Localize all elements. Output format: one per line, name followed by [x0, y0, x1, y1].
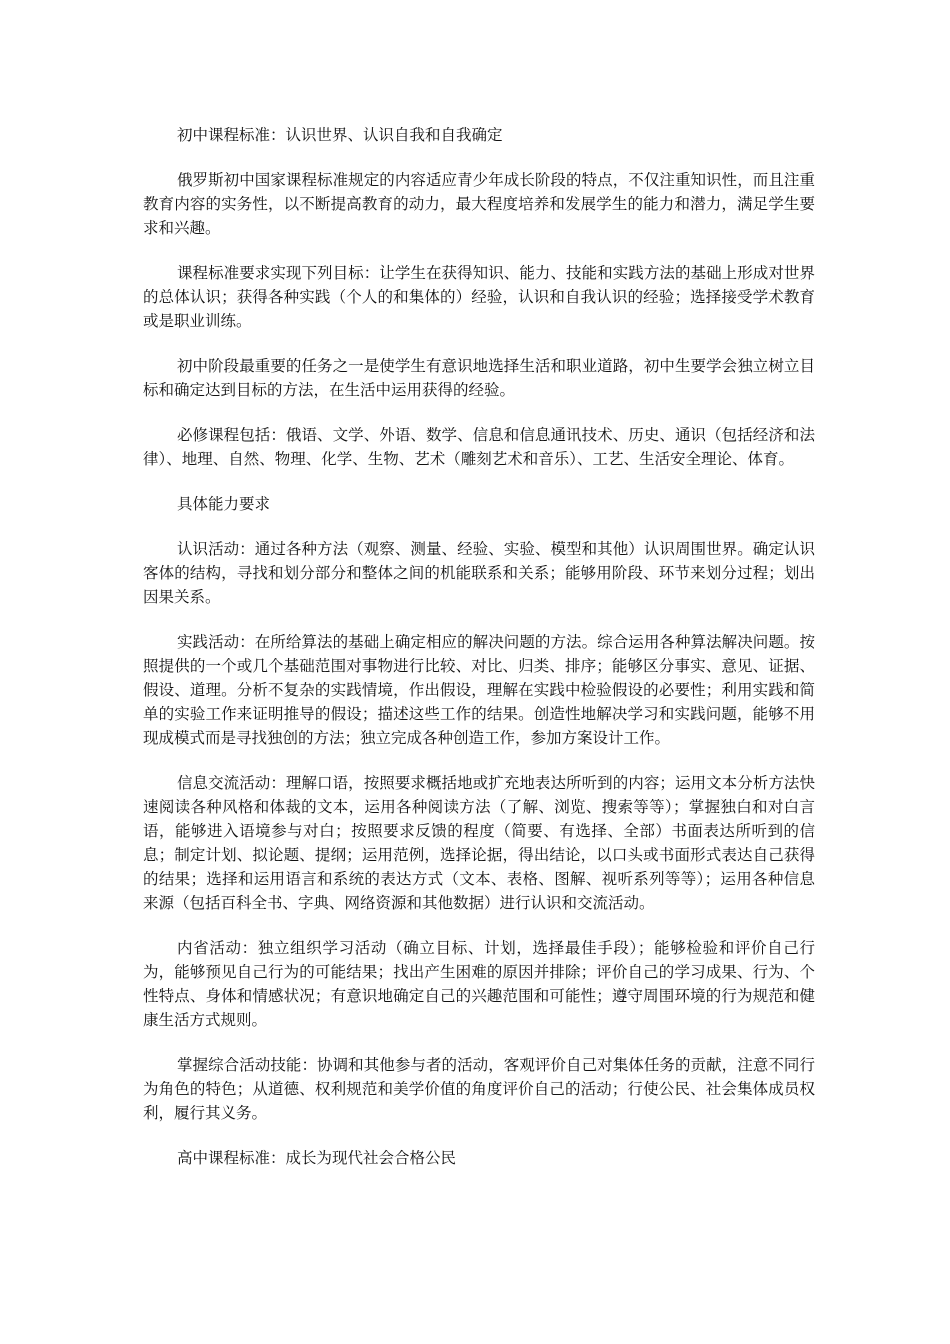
section-heading-abilities: 具体能力要求 [177, 495, 271, 513]
paragraph-intro: 俄罗斯初中国家课程标准规定的内容适应青少年成长阶段的特点，不仅注重知识性，而且注重教育内容的实务性，以不断提高教育的动力，最大程度培养和发展学生的能力和潜力，满足学生要求和兴趣。 [143, 171, 815, 237]
section-heading-junior: 初中课程标准：认识世界、认识自我和自我确定 [177, 126, 503, 144]
paragraph-reflection: 内省活动：独立组织学习活动（确立目标、计划，选择最佳手段）；能够检验和评价自己行为，能够预见自己行为的可能结果；找出产生困难的原因并排除；评价自己的学习成果、行为、个性特点、身体和情感状况；有意识地确定自己的兴趣范围和可能性；遵守周围环境的行为规范和健康生活方式规则。 [143, 939, 815, 1029]
paragraph-communication: 信息交流活动：理解口语，按照要求概括地或扩充地表达所听到的内容；运用文本分析方法快速阅读各种风格和体裁的文本，运用各种阅读方法（了解、浏览、搜索等等）；掌握独白和对白言语，能够进入语境参与对白；按照要求反馈的程度（简要、有选择、全部）书面表达所听到的信息；制定计划、拟论题、提纲；运用范例，选择论据，得出结论，以口头或书面形式表达自己获得的结果；选择和运用语言和系统的表达方式（文本、表格、图解、视听系列等等）；运用各种信息来源（包括百科全书、字典、网络资源和其他数据）进行认识和交流活动。 [143, 774, 815, 912]
document-body [143, 123, 815, 1191]
paragraph-integrated-skills: 掌握综合活动技能：协调和其他参与者的活动，客观评价自己对集体任务的贡献，注意不同行为角色的特色；从道德、权利规范和美学价值的角度评价自己的活动；行使公民、社会集体成员权利，履行其义务。 [143, 1056, 815, 1122]
paragraph-practice: 实践活动：在所给算法的基础上确定相应的解决问题的方法。综合运用各种算法解决问题。按照提供的一个或几个基础范围对事物进行比较、对比、归类、排序；能够区分事实、意见、证据、假设、道理。分析不复杂的实践情境，作出假设，理解在实践中检验假设的必要性；利用实践和简单的实验工作来证明推导的假设；描述这些工作的结果。创造性地解决学习和实践问题，能够不用现成模式而是寻找独创的方法；独立完成各种创造工作，参加方案设计工作。 [143, 633, 815, 747]
paragraph-required-courses: 必修课程包括：俄语、文学、外语、数学、信息和信息通讯技术、历史、通识（包括经济和法律）、地理、自然、物理、化学、生物、艺术（雕刻艺术和音乐）、工艺、生活安全理论、体育。 [143, 426, 815, 468]
section-heading-senior: 高中课程标准：成长为现代社会合格公民 [177, 1149, 457, 1167]
paragraph-goals: 课程标准要求实现下列目标：让学生在获得知识、能力、技能和实践方法的基础上形成对世界的总体认识；获得各种实践（个人的和集体的）经验，认识和自我认识的经验；选择接受学术教育或是职业训练。 [143, 264, 815, 330]
paragraph-cognitive: 认识活动：通过各种方法（观察、测量、经验、实验、模型和其他）认识周围世界。确定认识客体的结构，寻找和划分部分和整体之间的机能联系和关系；能够用阶段、环节来划分过程；划出因果关系。 [143, 540, 815, 606]
paragraph-key-task: 初中阶段最重要的任务之一是使学生有意识地选择生活和职业道路，初中生要学会独立树立目标和确定达到目标的方法，在生活中运用获得的经验。 [143, 357, 815, 399]
